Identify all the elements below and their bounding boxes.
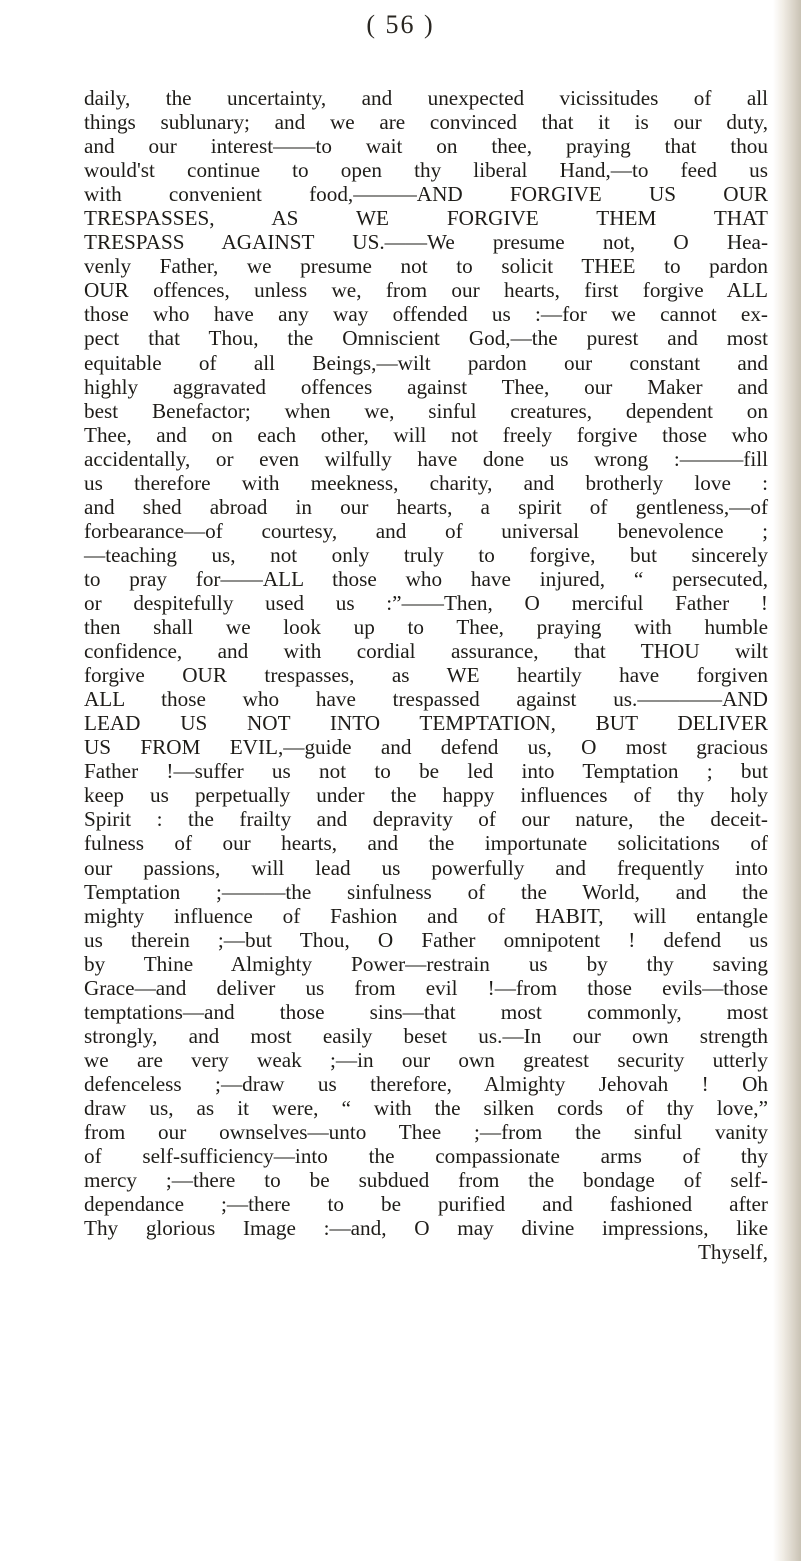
page-number: ( 56 ) — [366, 10, 435, 39]
text-line: best Benefactor; when we, sinful creatures, dependent on — [84, 398, 768, 423]
text-line: US FROM EVIL,—guide and defend us, O most gracious — [84, 735, 768, 760]
text-line: Thy glorious Image :—and, O may divine impressions, like — [84, 1216, 768, 1241]
text-line: venly Father, we presume not to solicit THEE to pardon — [84, 254, 768, 279]
body-text — [84, 86, 768, 1264]
text-line: dependance ;—there to be purified and fashioned after — [84, 1192, 768, 1217]
text-line: things sublunary; and we are convinced that it is our duty, — [84, 110, 768, 135]
text-line: highly aggravated offences against Thee, our Maker and — [84, 374, 768, 399]
text-line: LEAD US NOT INTO TEMPTATION, BUT DELIVER — [84, 711, 768, 736]
text-line: ALL those who have trespassed against us.————AND — [84, 687, 768, 712]
text-line: OUR offences, unless we, from our hearts, first forgive ALL — [84, 278, 768, 303]
text-line: TRESPASS AGAINST US.——We presume not, O Hea- — [84, 230, 768, 255]
text-line: draw us, as it were, “ with the silken cords of thy love,” — [84, 1095, 768, 1120]
text-line: from our ownselves—unto Thee ;—from the sinful vanity — [84, 1120, 768, 1145]
text-line: Grace—and deliver us from evil !—from those evils—those — [84, 975, 768, 1000]
page-edge-shadow — [773, 0, 801, 1561]
text-line: by Thine Almighty Power—restrain us by thy saving — [84, 951, 768, 976]
text-line: —teaching us, not only truly to forgive, but sincerely — [84, 542, 768, 567]
text-line: forgive OUR trespasses, as WE heartily have forgiven — [84, 663, 768, 688]
text-line: Temptation ;———the sinfulness of the World, and the — [84, 879, 768, 904]
text-line: would'st continue to open thy liberal Hand,—to feed us — [84, 158, 768, 183]
text-line: Spirit : the frailty and depravity of our nature, the deceit- — [84, 807, 768, 832]
text-line: to pray for——ALL those who have injured, “ persecuted, — [84, 566, 768, 591]
text-line: temptations—and those sins—that most commonly, most — [84, 999, 768, 1024]
text-line: daily, the uncertainty, and unexpected vicissitudes of all — [84, 86, 768, 110]
text-line: TRESPASSES, AS WE FORGIVE THEM THAT — [84, 206, 768, 231]
text-line: forbearance—of courtesy, and of universal benevolence ; — [84, 518, 768, 543]
text-line: and our interest——to wait on thee, praying that thou — [84, 134, 768, 159]
text-line: we are very weak ;—in our own greatest security utterly — [84, 1047, 768, 1072]
text-line: accidentally, or even wilfully have done us wrong :———fill — [84, 446, 768, 471]
text-line: mercy ;—there to be subdued from the bondage of self- — [84, 1168, 768, 1193]
text-line: mighty influence of Fashion and of HABIT, will entangle — [84, 903, 768, 928]
text-line: us therefore with meekness, charity, and brotherly love : — [84, 470, 768, 495]
text-line: those who have any way offended us :—for we cannot ex- — [84, 302, 768, 327]
text-line: with convenient food,———AND FORGIVE US OUR — [84, 182, 768, 207]
text-line: pect that Thou, the Omniscient God,—the purest and most — [84, 326, 768, 351]
text-line: keep us perpetually under the happy influences of thy holy — [84, 783, 768, 808]
text-line: of self-sufficiency—into the compassionate arms of thy — [84, 1144, 768, 1169]
text-line: strongly, and most easily beset us.—In our own strength — [84, 1023, 768, 1048]
text-line: or despitefully used us :”——Then, O merciful Father ! — [84, 590, 768, 615]
text-line: defenceless ;—draw us therefore, Almighty Jehovah ! Oh — [84, 1071, 768, 1096]
text-line: us therein ;—but Thou, O Father omnipotent ! defend us — [84, 927, 768, 952]
text-line: equitable of all Beings,—wilt pardon our constant and — [84, 350, 768, 375]
text-line: fulness of our hearts, and the importunate solicitations of — [84, 831, 768, 856]
text-line: Thee, and on each other, will not freely forgive those who — [84, 422, 768, 447]
text-line: confidence, and with cordial assurance, that THOU wilt — [84, 639, 768, 664]
text-line: our passions, will lead us powerfully and frequently into — [84, 855, 768, 880]
text-line: Thyself, — [697, 1240, 768, 1265]
text-line: Father !—suffer us not to be led into Temptation ; but — [84, 759, 768, 784]
text-line: and shed abroad in our hearts, a spirit of gentleness,—of — [84, 494, 768, 519]
text-line: then shall we look up to Thee, praying with humble — [84, 615, 768, 640]
